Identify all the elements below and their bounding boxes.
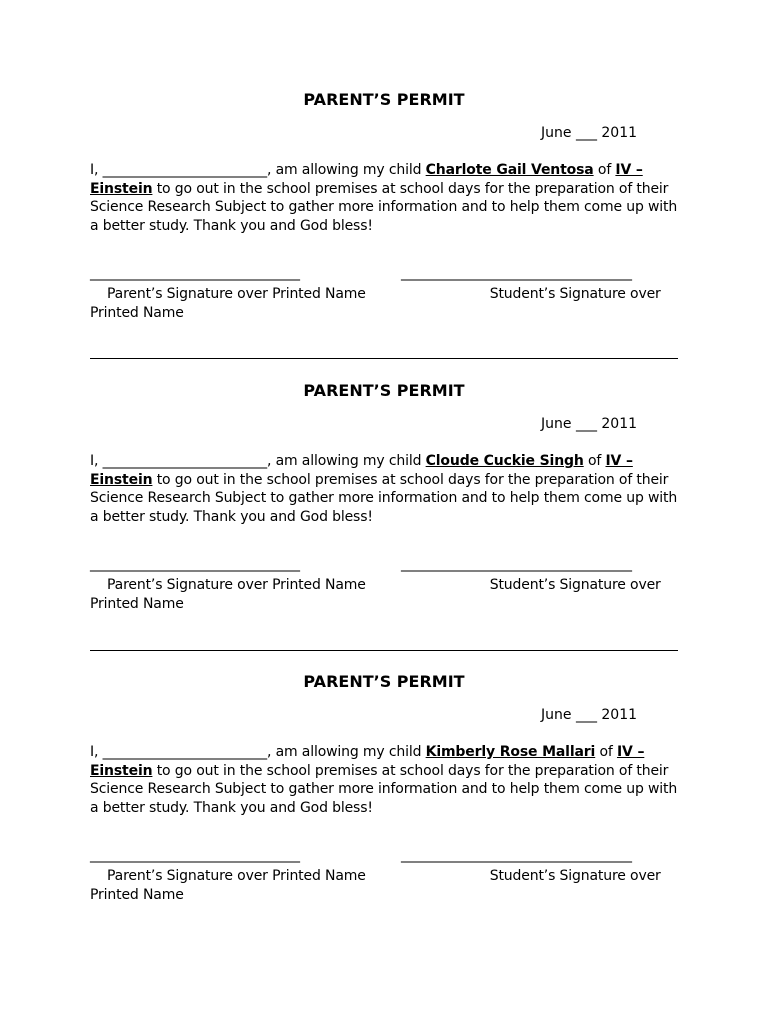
student-signature-line: _________________________________ [401, 556, 632, 572]
body-suffix: to go out in the school premises at school days for the preparation of their Science Research Subject to gather more information and to help them come up with a better study. Thank you and God bless! [90, 762, 678, 816]
permit-slip-1 [0, 0, 768, 321]
permit-title: PARENT’S PERMIT [303, 672, 465, 691]
class-section: IV – Einstein [90, 453, 633, 488]
body-prefix: I, ________________________, am allowing my child [90, 744, 426, 760]
parent-signature-label: Parent’s Signature over Printed Name [107, 577, 366, 593]
class-section: IV – Einstein [90, 162, 643, 197]
of-text: of [595, 744, 617, 760]
body-suffix: to go out in the school premises at school days for the preparation of their Science Research Subject to gather more information and to help them come up with a better study. Thank you and God bless! [90, 180, 678, 234]
parent-signature-line: ______________________________ [90, 556, 300, 572]
permit-slip-3 [0, 582, 768, 903]
parent-signature-label: Parent’s Signature over Printed Name [107, 286, 366, 302]
permit-slip-2 [0, 291, 768, 612]
body-prefix: I, ________________________, am allowing my child [90, 162, 426, 178]
child-name: Charlote Gail Ventosa [425, 162, 594, 178]
parent-signature-line: ______________________________ [90, 265, 300, 281]
of-text: of [593, 162, 616, 178]
class-section: IV – Einstein [90, 744, 645, 779]
body-suffix: to go out in the school premises at school days for the preparation of their Science Research Subject to gather more information and to help them come up with a better study. Thank you and God bless! [90, 471, 678, 525]
child-name: Cloude Cuckie Singh [425, 453, 584, 469]
student-signature-label: Student’s Signature over Printed Name [90, 868, 661, 903]
signature-captions [90, 867, 680, 904]
permit-body [90, 452, 680, 526]
permit-body [90, 161, 680, 235]
permit-title: PARENT’S PERMIT [303, 90, 465, 109]
student-signature-line: _________________________________ [401, 265, 632, 281]
permit-body [90, 743, 680, 817]
parent-signature-line: ______________________________ [90, 847, 300, 863]
student-signature-label: Student’s Signature over Printed Name [90, 577, 661, 612]
permit-date: June ___ 2011 [541, 125, 638, 141]
body-prefix: I, ________________________, am allowing my child [90, 453, 426, 469]
permit-title: PARENT’S PERMIT [303, 381, 465, 400]
permit-date: June ___ 2011 [541, 707, 638, 723]
child-name: Kimberly Rose Mallari [425, 744, 596, 760]
permit-date: June ___ 2011 [541, 416, 638, 432]
student-signature-label: Student’s Signature over Printed Name [90, 286, 661, 321]
parent-signature-label: Parent’s Signature over Printed Name [107, 868, 366, 884]
of-text: of [583, 453, 606, 469]
student-signature-line: _________________________________ [401, 847, 632, 863]
